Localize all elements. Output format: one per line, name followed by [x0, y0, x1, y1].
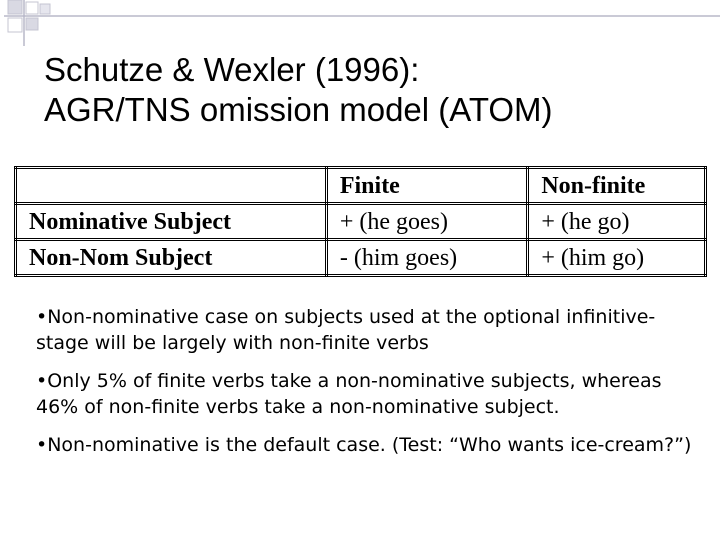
column-header-finite: Finite — [326, 168, 527, 204]
table-cell: + (him go) — [528, 240, 706, 276]
bullet-item: •Non-nominative is the default case. (Test: “Who wants ice-cream?”) — [36, 434, 692, 456]
column-header-non-finite: Non-finite — [528, 168, 706, 204]
table-cell: + (he goes) — [326, 204, 527, 240]
table-header-row — [16, 168, 706, 204]
case-finiteness-table — [14, 166, 707, 277]
bullet-item: •Only 5% of finite verbs take a non-nominative subjects, whereas 46% of non-finite verbs take a non-nominative subject. — [36, 370, 662, 418]
deco-square — [26, 2, 38, 14]
slide-title — [44, 50, 704, 130]
table-row — [16, 204, 706, 240]
row-header-non-nom: Non-Nom Subject — [16, 240, 327, 276]
header-decoration — [0, 0, 720, 48]
slide-title-line-2: AGR/TNS omission model (ATOM) — [44, 91, 553, 128]
slide-title-line-1: Schutze & Wexler (1996): — [44, 51, 420, 88]
deco-square — [8, 18, 22, 32]
row-header-nominative: Nominative Subject — [16, 204, 327, 240]
table-row — [16, 240, 706, 276]
bullet-item: •Non-nominative case on subjects used at the optional infinitive-stage will be largely with non-finite verbs — [36, 306, 656, 354]
deco-square — [8, 0, 22, 14]
deco-square — [40, 4, 50, 14]
bullet-list — [36, 304, 696, 470]
deco-square — [26, 18, 38, 30]
table-corner-cell — [16, 168, 327, 204]
table-cell: + (he go) — [528, 204, 706, 240]
table-cell: - (him goes) — [326, 240, 527, 276]
